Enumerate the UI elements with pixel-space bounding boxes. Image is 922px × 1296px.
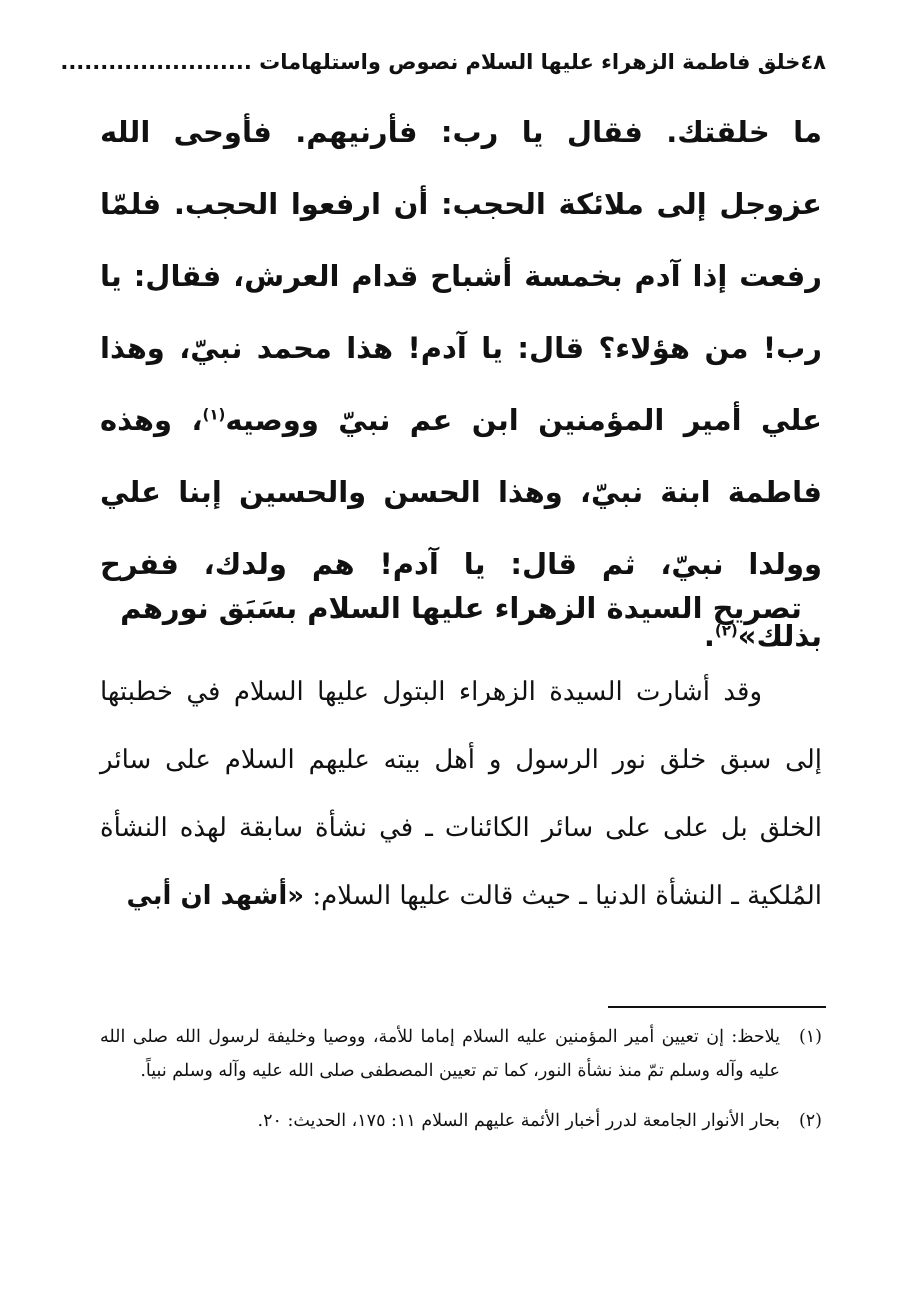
running-title: خلق فاطمة الزهراء عليها السلام نصوص واستلهامات ........................ [60, 50, 801, 74]
main-text-end: . [703, 619, 715, 653]
quote-start: «أشهد ان أبي [126, 881, 305, 911]
intro-paragraph [100, 658, 822, 930]
footnote-2-text: بحار الأنوار الجامعة لدرر أخبار الأئمة عليهم السلام ١١: ١٧٥، الحديث: ٢٠. [257, 1111, 780, 1131]
footnote-ref-2[interactable]: (٢) [714, 621, 738, 640]
footnote-1-mark: (١) [798, 1027, 822, 1047]
footnote-divider [608, 1006, 826, 1008]
intro-text: وقد أشارت السيدة الزهراء البتول عليها السلام في خطبتها إلى سبق خلق نور الرسول و أهل بيته عليهم السلام على سائر الخلق بل على على سائر الكائنات ـ في نشأة سابقة لهذه النشأة المُلكية ـ النشأة الدنيا ـ حيث قالت عليها السلام: [100, 677, 823, 911]
main-text-continued: ، وهذه فاطمة ابنة نبيّ، وهذا الحسن والحسين إبنا علي وولدا نبيّ، ثم قال: يا آدم! هم ولدك، ففرح بذلك» [100, 403, 822, 653]
section-heading: تصريح السيدة الزهراء عليها السلام بسَبَق نورهم [120, 591, 802, 625]
footnote-1 [100, 1020, 822, 1088]
intro-paragraph-text [100, 658, 822, 930]
page-header [60, 44, 826, 80]
footnote-2 [100, 1104, 822, 1138]
main-text: ما خلقتك. فقال يا رب: فأرنيهم. فأوحى الله عزوجل إلى ملائكة الحجب: أن ارفعوا الحجب. فلمّا رفعت إذا آدم بخمسة أشباح قدام العرش، فقال: يا رب! من هؤلاء؟ قال: يا آدم! هذا محمد نبيّ، وهذا علي أمير المؤمنين ابن عم نبيّ ووصيه [100, 115, 822, 437]
footnote-1-text: يلاحظ: إن تعيين أمير المؤمنين عليه السلام إماما للأمة، ووصيا وخليفة لرسول الله صلى الله عليه وآله وسلم تمّ منذ نشأة النور، كما تم تعيين المصطفى صلى الله عليه وآله وسلم نبياً. [100, 1027, 780, 1081]
footnote-2-mark: (٢) [798, 1111, 822, 1131]
footnotes [100, 1020, 822, 1154]
footnote-ref-1[interactable]: (١) [202, 405, 226, 424]
page-number: ٤٨ [800, 50, 826, 74]
